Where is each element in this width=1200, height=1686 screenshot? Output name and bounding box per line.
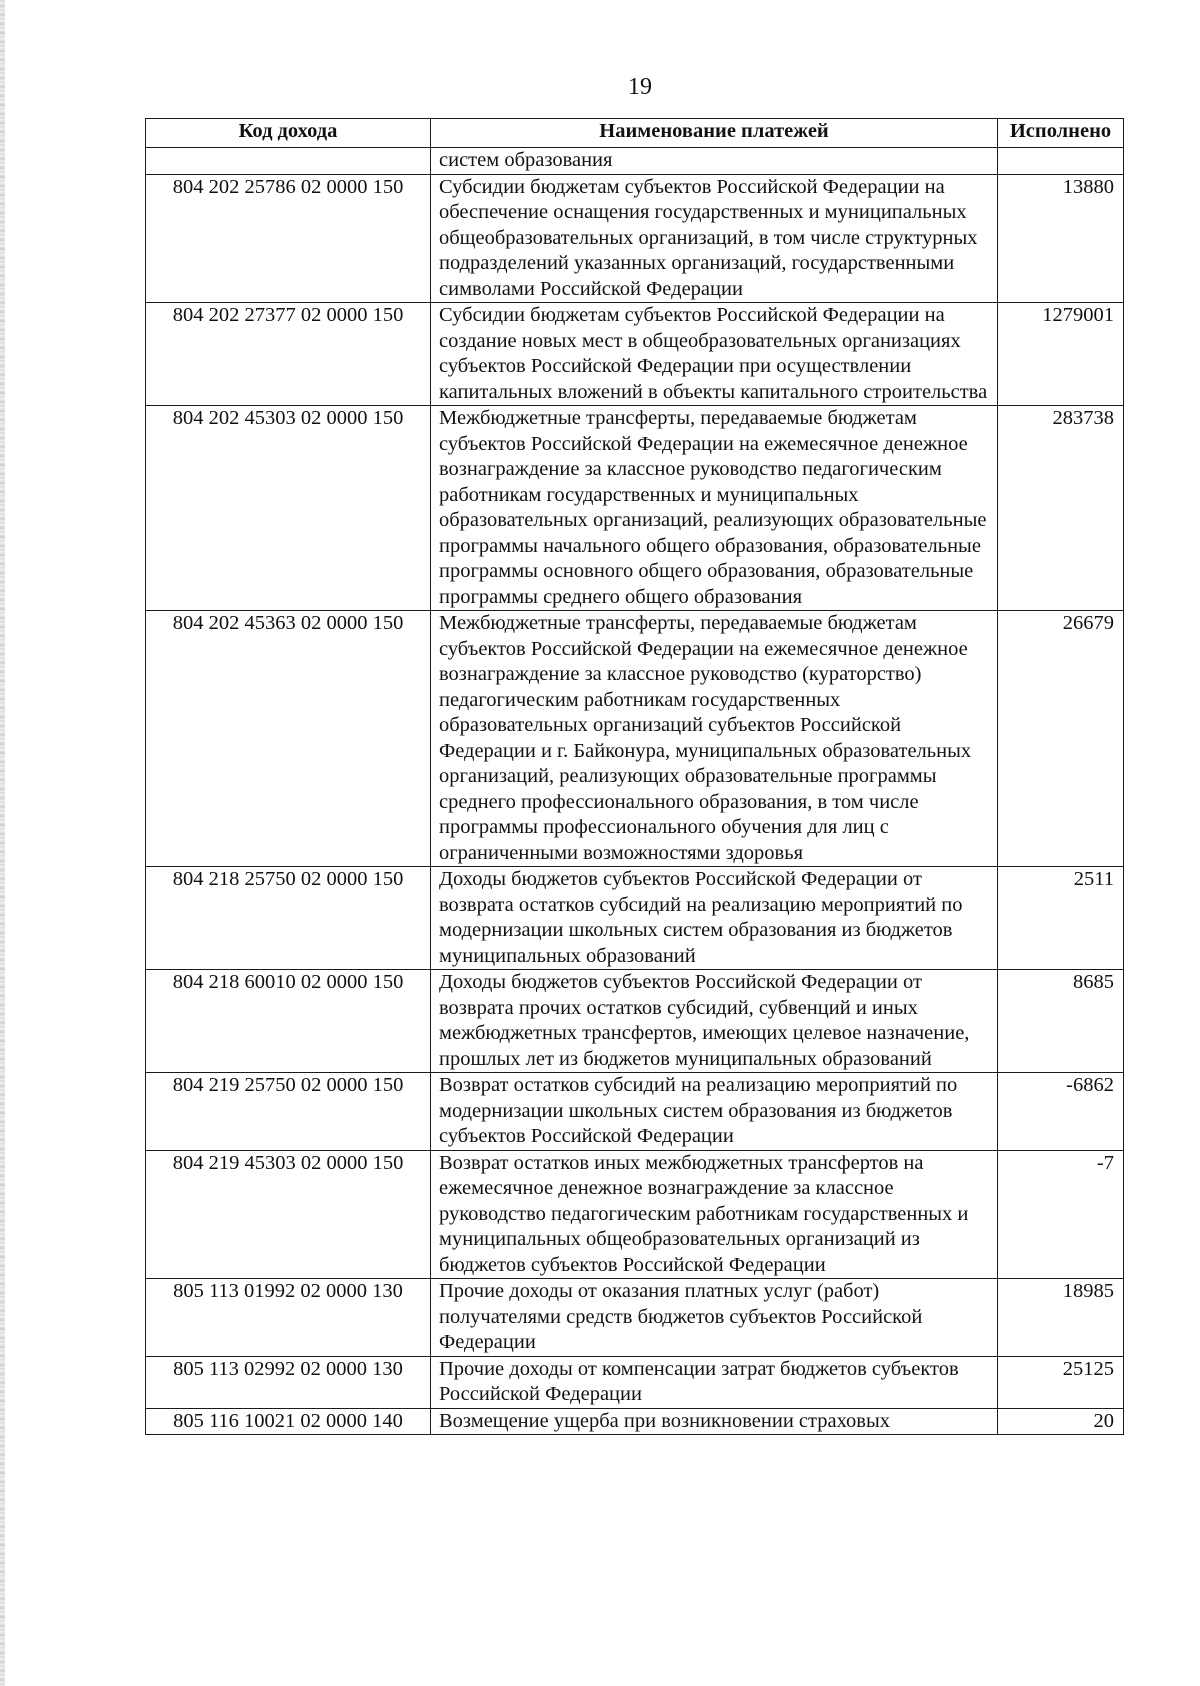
payment-name-cell: Возмещение ущерба при возникновении страховых [431,1408,998,1435]
table-row [146,1356,1124,1408]
payment-name-cell: систем образования [431,148,998,175]
header-code: Код дохода [146,119,431,148]
payment-name-cell: Возврат остатков субсидий на реализацию мероприятий по модернизации школьных систем образования из бюджетов субъектов Российской Федерации [431,1073,998,1151]
table-row [146,1279,1124,1357]
executed-amount-cell: 25125 [998,1356,1124,1408]
executed-amount-cell: 26679 [998,611,1124,867]
income-code-cell: 804 202 27377 02 0000 150 [146,303,431,406]
table-row [146,1073,1124,1151]
executed-amount-cell: -6862 [998,1073,1124,1151]
executed-amount-cell: 283738 [998,406,1124,611]
income-code-cell [146,148,431,175]
table-row [146,867,1124,970]
income-code-cell: 804 202 25786 02 0000 150 [146,174,431,303]
executed-amount-cell: 8685 [998,970,1124,1073]
income-code-cell: 804 218 60010 02 0000 150 [146,970,431,1073]
income-code-cell: 805 116 10021 02 0000 140 [146,1408,431,1435]
executed-amount-cell: 18985 [998,1279,1124,1357]
table-row [146,1150,1124,1279]
executed-amount-cell: 1279001 [998,303,1124,406]
income-code-cell: 804 218 25750 02 0000 150 [146,867,431,970]
table-row [146,174,1124,303]
payment-name-cell: Субсидии бюджетам субъектов Российской Федерации на обеспечение оснащения государственных и муниципальных общеобразовательных организаций, в том числе структурных подразделений указанных организаций, государственными символами Российской Федерации [431,174,998,303]
table-header-row [146,119,1124,148]
header-name: Наименование платежей [431,119,998,148]
income-code-cell: 805 113 02992 02 0000 130 [146,1356,431,1408]
payment-name-cell: Доходы бюджетов субъектов Российской Федерации от возврата остатков субсидий на реализацию мероприятий по модернизации школьных систем образования из бюджетов муниципальных образований [431,867,998,970]
payment-name-cell: Межбюджетные трансферты, передаваемые бюджетам субъектов Российской Федерации на ежемесячное денежное вознаграждение за классное руководство педагогическим работникам государственных и муниципальных образовательных организаций, реализующих образовательные программы начального общего образования, образовательные программы основного общего образования, образовательные программы среднего общего образования [431,406,998,611]
executed-amount-cell: -7 [998,1150,1124,1279]
table-row [146,1408,1124,1435]
income-code-cell: 804 202 45363 02 0000 150 [146,611,431,867]
payment-name-cell: Возврат остатков иных межбюджетных трансфертов на ежемесячное денежное вознаграждение за классное руководство педагогическим работникам государственных и муниципальных общеобразовательных организаций из бюджетов субъектов Российской Федерации [431,1150,998,1279]
table-row [146,148,1124,175]
revenue-table [145,118,1124,1435]
table-row [146,611,1124,867]
table-row [146,303,1124,406]
income-code-cell: 805 113 01992 02 0000 130 [146,1279,431,1357]
payment-name-cell: Прочие доходы от оказания платных услуг (работ) получателями средств бюджетов субъектов Российской Федерации [431,1279,998,1357]
scan-edge-artifact [0,0,5,1686]
payment-name-cell: Доходы бюджетов субъектов Российской Федерации от возврата прочих остатков субсидий, субвенций и иных межбюджетных трансфертов, имеющих целевое назначение, прошлых лет из бюджетов муниципальных образований [431,970,998,1073]
executed-amount-cell [998,148,1124,175]
table-row [146,406,1124,611]
income-code-cell: 804 219 45303 02 0000 150 [146,1150,431,1279]
income-code-cell: 804 202 45303 02 0000 150 [146,406,431,611]
payment-name-cell: Прочие доходы от компенсации затрат бюджетов субъектов Российской Федерации [431,1356,998,1408]
header-executed: Исполнено [998,119,1124,148]
executed-amount-cell: 13880 [998,174,1124,303]
page-number: 19 [628,74,652,100]
table-row [146,970,1124,1073]
payment-name-cell: Межбюджетные трансферты, передаваемые бюджетам субъектов Российской Федерации на ежемесячное денежное вознаграждение за классное руководство (кураторство) педагогическим работникам государственных образовательных организаций субъектов Российской Федерации и г. Байконура, муниципальных образовательных организаций, реализующих образовательные программы среднего профессионального образования, в том числе программы профессионального обучения для лиц с ограниченными возможностями здоровья [431,611,998,867]
executed-amount-cell: 2511 [998,867,1124,970]
table-body [146,148,1124,1435]
executed-amount-cell: 20 [998,1408,1124,1435]
income-code-cell: 804 219 25750 02 0000 150 [146,1073,431,1151]
payment-name-cell: Субсидии бюджетам субъектов Российской Федерации на создание новых мест в общеобразовательных организациях субъектов Российской Федерации при осуществлении капитальных вложений в объекты капитального строительства [431,303,998,406]
